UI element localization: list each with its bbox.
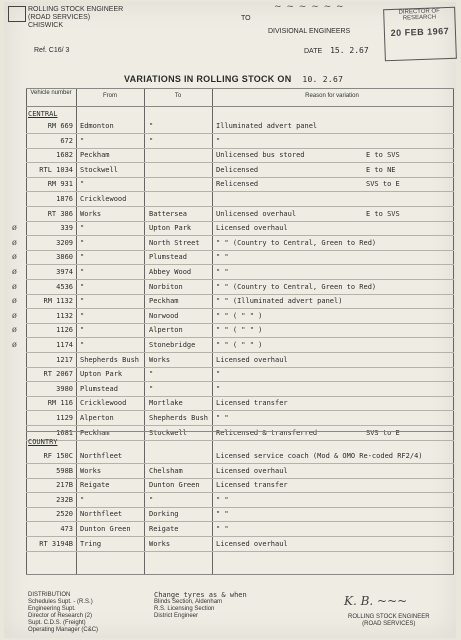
header-box — [8, 6, 26, 22]
reason-cell: Licensed transfer — [216, 481, 288, 490]
vehicle-cell: RM 1132 — [43, 297, 73, 306]
to-cell: Reigate — [149, 525, 179, 533]
distribution-line: Operating Manager (C&C) — [28, 627, 99, 633]
signoff — [348, 614, 430, 628]
vehicle-cell: 232B — [56, 495, 73, 504]
page-title — [124, 74, 343, 84]
vehicle-cell: 3974 — [56, 268, 73, 276]
change-cell: E to SVS — [366, 209, 400, 218]
tick-mark: ø — [12, 325, 17, 335]
title-text: VARIATIONS IN ROLLING STOCK ON — [124, 74, 292, 84]
table-row — [26, 366, 454, 382]
from-cell: Stockwell — [80, 165, 118, 174]
to-cell: " — [149, 495, 154, 504]
reason-cell: " " (Illuminated advert panel) — [216, 297, 343, 306]
to-cell: Chelsham — [149, 466, 183, 475]
vehicle-cell: 1129 — [56, 414, 73, 422]
reason-cell: Unlicensed bus stored — [216, 151, 305, 160]
tick-mark: ø — [12, 223, 17, 233]
col-head-reason: Reason for variation — [305, 93, 359, 99]
distribution-line: Supt. C.D.S. (Freight) — [28, 620, 86, 626]
to-value: DIVISIONAL ENGINEERS — [268, 28, 351, 35]
reason-cell: Illuminated advert panel — [216, 122, 318, 130]
reason-cell: " " — [216, 253, 229, 262]
section-rule — [26, 431, 454, 432]
mid-line: Blinds Section, Aldenham — [154, 599, 223, 605]
from-cell: Edmonton — [80, 122, 114, 130]
mid-line: District Engineer — [154, 613, 199, 619]
row-rule — [26, 106, 454, 107]
distribution-line: Engineering Supt. — [28, 606, 76, 612]
section-country: COUNTRY — [28, 438, 58, 446]
table-row — [12, 264, 454, 280]
tick-mark: ø — [12, 252, 17, 262]
row-rule — [26, 551, 454, 552]
from-cell: " — [80, 326, 85, 335]
from-cell: Reigate — [80, 481, 110, 490]
from-cell: " — [80, 311, 85, 320]
reason-cell: " " ( " " ) — [216, 326, 263, 335]
reason-cell: Relicensed — [216, 180, 259, 189]
from-cell: Cricklewood — [80, 399, 127, 408]
reason-cell: " — [216, 370, 221, 379]
from-block — [28, 6, 228, 30]
reason-cell: " — [216, 136, 221, 145]
from-cell: " — [80, 495, 85, 504]
vehicle-cell: RM 931 — [47, 180, 73, 189]
reason-cell: Licensed overhaul — [216, 224, 288, 233]
to-cell: Shepherds Bush — [149, 414, 209, 422]
to-cell: Works — [149, 539, 171, 548]
from-cell: Northfleet — [80, 452, 123, 460]
vehicle-cell: 672 — [60, 136, 73, 145]
table-row — [26, 176, 454, 192]
vehicle-cell: 3209 — [56, 238, 73, 247]
reason-cell: " " — [216, 495, 229, 504]
tick-mark: ø — [12, 310, 17, 320]
vehicle-cell: 3980 — [56, 384, 73, 393]
document-page — [4, 2, 456, 638]
section-central: CENTRAL — [28, 110, 58, 118]
col-head-from: From — [103, 93, 117, 99]
tick-mark: ø — [12, 340, 17, 349]
to-label: TO — [241, 15, 251, 22]
table-row — [12, 235, 454, 251]
mid-line: R.S. Licensing Section — [154, 606, 215, 612]
tyre-note: Change tyres as & when — [154, 591, 247, 599]
reason-cell: " " ( " " ) — [216, 311, 263, 320]
from-cell: Peckham — [80, 428, 110, 437]
from-cell: " — [80, 253, 85, 262]
to-cell: " — [149, 136, 154, 145]
from-cell: " — [80, 224, 85, 233]
row-rule — [26, 574, 454, 575]
table-row — [26, 477, 454, 493]
from-cell: Upton Park — [80, 370, 123, 379]
to-cell: " — [149, 370, 154, 379]
vehicle-cell: RT 3194B — [39, 539, 73, 548]
table-row — [26, 352, 454, 368]
signoff-line-2: (ROAD SERVICES) — [362, 621, 416, 627]
distribution-mid — [154, 592, 247, 620]
table-row — [26, 448, 454, 464]
received-stamp — [383, 7, 457, 61]
table-row — [26, 463, 454, 479]
reason-cell: Licensed overhaul — [216, 539, 288, 548]
table-row — [26, 162, 454, 178]
from-cell: " — [80, 268, 85, 276]
from-line-1: ROLLING STOCK ENGINEER — [28, 6, 124, 13]
reason-cell: " — [216, 384, 221, 393]
handwritten-signature: K. B. ~~~ — [344, 594, 408, 608]
table-row — [26, 133, 454, 149]
vehicle-cell: 4536 — [56, 282, 73, 291]
table-row — [26, 425, 454, 441]
table-row — [12, 337, 454, 353]
to-cell: Peckham — [149, 297, 179, 306]
vehicle-cell: 1876 — [56, 195, 73, 203]
from-line-3: CHISWICK — [28, 22, 63, 29]
table-row — [12, 308, 454, 324]
col-head-vehicle: Vehicle number — [30, 90, 72, 96]
reason-cell: Licensed service coach (Mod & OMO Re-coded RF2/4) — [216, 452, 423, 460]
table-row — [26, 395, 454, 411]
to-cell: " — [149, 384, 154, 393]
change-cell: SVS to E — [366, 180, 400, 189]
from-cell: " — [80, 238, 85, 247]
from-cell: Northfleet — [80, 510, 123, 519]
vehicle-cell: 1132 — [56, 311, 73, 320]
vehicle-cell: RF 150C — [43, 452, 73, 460]
table-row — [26, 536, 454, 552]
reason-cell: Licensed overhaul — [216, 355, 288, 364]
from-cell: Works — [80, 209, 102, 218]
from-line-2: (ROAD SERVICES) — [28, 14, 91, 21]
reason-cell: " " (Country to Central, Green to Red) — [216, 238, 377, 247]
vehicle-cell: 1681 — [56, 428, 73, 437]
vehicle-cell: RT 2067 — [43, 370, 73, 379]
vehicle-cell: 3860 — [56, 253, 73, 262]
row-rule — [26, 440, 454, 441]
tick-mark: ø — [12, 267, 17, 276]
tick-mark: ø — [12, 281, 17, 291]
vehicle-cell: RTL 1034 — [39, 165, 73, 174]
to-cell: Battersea — [149, 209, 187, 218]
reason-cell: " " — [216, 525, 229, 533]
vehicle-cell: 2520 — [56, 510, 73, 519]
to-cell: Upton Park — [149, 224, 192, 233]
stamp-line-2: RESEARCH — [402, 14, 437, 22]
to-cell: Stonebridge — [149, 341, 196, 349]
to-cell: Plumstead — [149, 253, 187, 262]
reference: Ref. C16/ 3 — [34, 47, 70, 54]
title-date: 10. 2.67 — [302, 75, 344, 84]
table-row — [26, 206, 454, 222]
handwritten-scribble: ~ ~ ~ ~ ~ ~ — [274, 2, 345, 12]
stamp-date: 20 FEB 1967 — [390, 25, 450, 39]
to-cell: Abbey Wood — [149, 268, 192, 276]
from-cell: " — [80, 136, 85, 145]
table-row — [12, 249, 454, 265]
to-cell: Norbiton — [149, 282, 183, 291]
vehicle-cell: RM 669 — [47, 122, 73, 130]
reason-cell: " " — [216, 414, 229, 422]
reason-cell: " " ( " " ) — [216, 341, 263, 349]
from-cell: Works — [80, 466, 102, 475]
to-cell: Mortlake — [149, 399, 183, 408]
change-cell: E to NE — [366, 165, 396, 174]
reason-cell: " " — [216, 510, 229, 519]
tick-mark: ø — [12, 296, 17, 306]
change-cell: SVS to E — [366, 428, 400, 437]
table-row — [26, 118, 454, 134]
from-cell: Dunton Green — [80, 525, 131, 533]
reason-cell: Licensed transfer — [216, 399, 288, 408]
table-row — [26, 147, 454, 163]
from-cell: " — [80, 297, 85, 306]
variations-table — [12, 88, 454, 575]
distribution-line: Schedules Supt. - (R.S.) — [28, 599, 93, 605]
distribution-line: DISTRIBUTION — [28, 592, 71, 598]
from-cell: Alperton — [80, 414, 114, 422]
from-cell: Tring — [80, 539, 102, 548]
table-row — [12, 322, 454, 338]
table-row — [12, 293, 454, 309]
from-cell: Cricklewood — [80, 195, 127, 203]
from-cell: " — [80, 341, 85, 349]
vehicle-cell: RM 116 — [47, 399, 73, 408]
date-field — [304, 46, 369, 55]
date-label: DATE — [304, 48, 323, 55]
table-row — [26, 191, 454, 207]
signoff-line-1: ROLLING STOCK ENGINEER — [348, 614, 430, 620]
reason-cell: Delicensed — [216, 165, 259, 174]
vehicle-cell: 598B — [56, 466, 73, 475]
vehicle-cell: 339 — [60, 224, 73, 233]
distribution-line: Director of Research (2) — [28, 613, 93, 619]
from-cell: Peckham — [80, 151, 110, 160]
reason-cell: " " — [216, 268, 229, 276]
to-cell: North Street — [149, 238, 200, 247]
tick-mark: ø — [12, 237, 17, 247]
table-row — [26, 521, 454, 537]
col-head-to: To — [174, 93, 182, 99]
distribution-block — [28, 592, 98, 634]
vehicle-cell: 1682 — [56, 151, 73, 160]
table-row — [26, 410, 454, 426]
to-cell: Works — [149, 355, 171, 364]
to-cell: Norwood — [149, 311, 179, 320]
to-cell: Stockwell — [149, 428, 187, 437]
vehicle-cell: RT 386 — [47, 209, 73, 218]
vehicle-cell: 1126 — [56, 326, 73, 335]
stamp-line-1: DIRECTOR OF — [398, 8, 440, 16]
table-row — [12, 279, 454, 295]
to-cell: Dunton Green — [149, 481, 200, 490]
to-cell: " — [149, 122, 154, 130]
vehicle-cell: 1217 — [56, 355, 73, 364]
table-row — [26, 492, 454, 508]
vehicle-cell: 1174 — [56, 341, 73, 349]
vehicle-cell: 217B — [56, 481, 73, 490]
reason-cell: Licensed overhaul — [216, 466, 288, 475]
from-cell: " — [80, 282, 85, 291]
reason-cell: Unlicensed overhaul — [216, 209, 297, 218]
from-cell: Plumstead — [80, 384, 118, 393]
reason-cell: Relicensed & transferred — [216, 428, 318, 437]
to-cell: Alperton — [149, 326, 183, 335]
change-cell: E to SVS — [366, 151, 400, 160]
table-row — [26, 381, 454, 397]
date-value: 15. 2.67 — [330, 46, 369, 55]
row-rule — [26, 88, 454, 89]
vehicle-cell: 473 — [60, 525, 73, 533]
reason-cell: " " (Country to Central, Green to Red) — [216, 282, 377, 291]
to-cell: Dorking — [149, 510, 179, 519]
from-cell: Shepherds Bush — [80, 355, 140, 364]
table-row — [26, 506, 454, 522]
table-row — [12, 220, 454, 236]
from-cell: " — [80, 180, 85, 189]
